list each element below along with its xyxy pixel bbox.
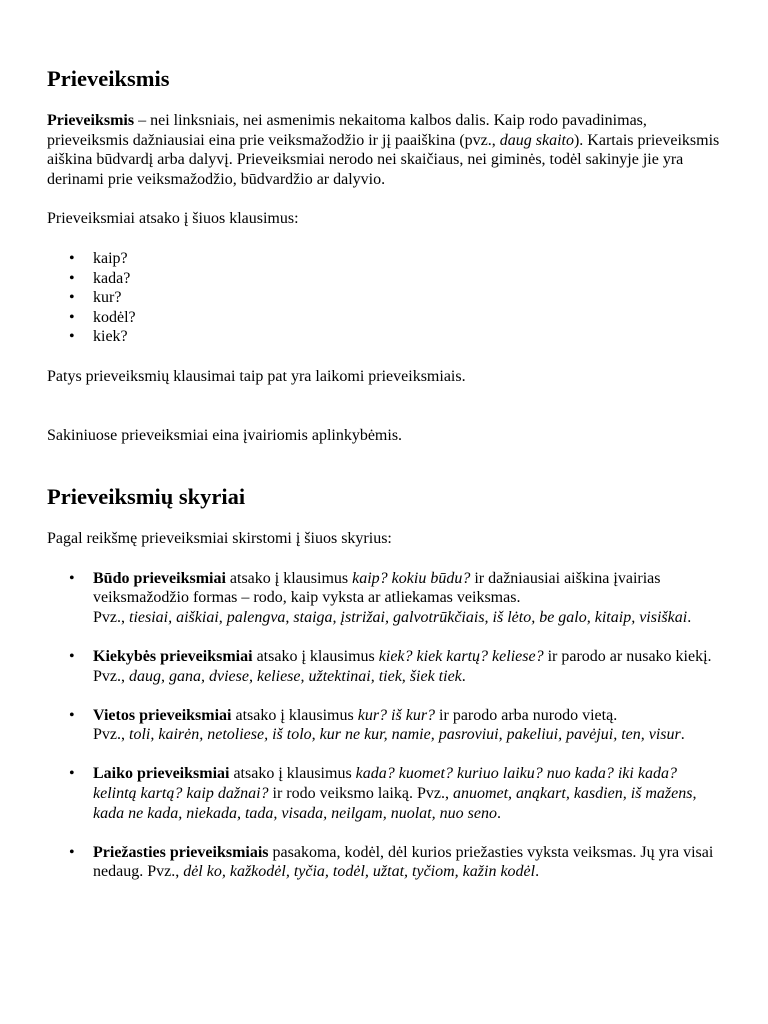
list-item-priezasties [93, 843, 722, 882]
type-text: atsako į klausimus [229, 765, 356, 783]
type-pvz: Pvz., [93, 726, 129, 744]
list-item-budo [93, 569, 722, 628]
list-item-laiko [93, 764, 722, 823]
type-questions: kiek? kiek kartų? keliese? [378, 648, 544, 665]
questions-intro: Prieveiksmiai atsako į šiuos klausimus: [47, 210, 299, 228]
heading-prieveiksmis: Prieveiksmis [47, 66, 170, 91]
heading-skyriai: Prieveiksmių skyriai [47, 484, 246, 510]
list-item-question: • kur? [93, 288, 722, 308]
type-text: pasakoma, kodėl, dėl kurios priežasties vyksta veiksmas. Jų yra visai nedaug. [93, 843, 714, 881]
intro-text-2: ). Kartais prieveiksmis aiškina būdvardį arba dalyvį. Prieveiksmiai nerodo nei skaičiaus, nei giminės, todėl sakinyje jie yra derinami prie veiksmažodžio, būdvardžio ar dalyvio. [47, 131, 720, 188]
type-text: ir parodo ar nusako kiekį. [543, 648, 712, 665]
list-item-question: • kada? [93, 269, 722, 289]
type-questions: kada? kuomet? kuriuo laiku? nuo kada? iki kada? kelintą kartą? kaip dažnai? [93, 765, 677, 802]
type-text: ir parodo arba nurodo vietą. [435, 706, 618, 724]
type-end: . [461, 667, 466, 685]
type-questions: kur? iš kur? [357, 706, 436, 724]
type-name: Priežasties prieveiksmiais [93, 843, 269, 861]
type-name: Būdo prieveiksmiai [93, 569, 226, 587]
type-examples: tiesiai, aiškiai, palengva, staiga, įstrižai, galvotrūkčiais, iš lėto, be galo, kitaip, visiškai [129, 608, 688, 626]
list-item-question: • kaip? [93, 249, 722, 269]
type-name: Laiko prieveiksmiai [93, 765, 230, 783]
list-item-kiekybes [93, 647, 722, 686]
type-pvz: Pvz., [147, 863, 184, 881]
type-pvz: Pvz., [93, 667, 129, 685]
type-examples: anuomet, anąkart, kasdien, iš mažens, kada ne kada, niekada, tada, visada, neilgam, nuolat, nuo seno [93, 784, 697, 822]
type-text: atsako į klausimus [231, 706, 358, 724]
type-text: ir rodo veiksmo laiką. [268, 784, 417, 802]
intro-example: daug skaito [499, 131, 574, 149]
same-questions-paragraph: Patys prieveiksmių klausimai taip pat yra laikomi prieveiksmiais. [47, 367, 466, 385]
question-list [47, 249, 722, 347]
type-name: Kiekybės prieveiksmiai [93, 648, 253, 665]
list-item-question: • kodėl? [93, 308, 722, 328]
type-examples: dėl ko, kažkodėl, tyčia, todėl, užtat, tyčiom, kažin kodėl [183, 863, 536, 881]
intro-text-1: – nei linksniais, nei asmenimis nekaitoma kalbos dalis. Kaip rodo pavadinimas, prieveiksmis dažniausiai eina prie veiksmažodžio ir jį paaiškina (pvz., [47, 112, 647, 149]
type-pvz: Pvz., [416, 784, 453, 802]
type-pvz: Pvz., [93, 608, 129, 626]
sentence-note-paragraph: Sakiniuose prieveiksmiai eina įvairiomis aplinkybėmis. [47, 426, 403, 444]
type-end: . [680, 726, 685, 744]
type-end: . [687, 608, 692, 626]
type-text: ir dažniausiai aiškina įvairias veiksmažodžio formas – rodo, kaip vyksta ar atliekamas veiksmas. [93, 569, 661, 607]
types-intro: Pagal reikšmę prieveiksmiai skirstomi į šiuos skyrius: [47, 530, 392, 548]
list-item-vietos [93, 706, 722, 745]
type-name: Vietos prieveiksmiai [93, 706, 232, 724]
type-end: . [496, 804, 501, 822]
list-item-question: • kiek? [93, 327, 722, 347]
type-text: atsako į klausimus [252, 648, 379, 665]
type-text: atsako į klausimus [225, 569, 353, 587]
type-examples: toli, kairėn, netoliese, iš tolo, kur ne kur, namie, pasroviui, pakeliui, pavėjui, ten, visur [129, 726, 681, 744]
type-examples: daug, gana, dviese, keliese, užtektinai, tiek, šiek tiek [129, 667, 462, 685]
types-list [47, 569, 722, 882]
type-end: . [535, 863, 540, 881]
type-questions: kaip? kokiu būdu? [352, 569, 471, 587]
intro-term: Prieveiksmis [47, 112, 135, 129]
intro-paragraph [47, 111, 722, 189]
